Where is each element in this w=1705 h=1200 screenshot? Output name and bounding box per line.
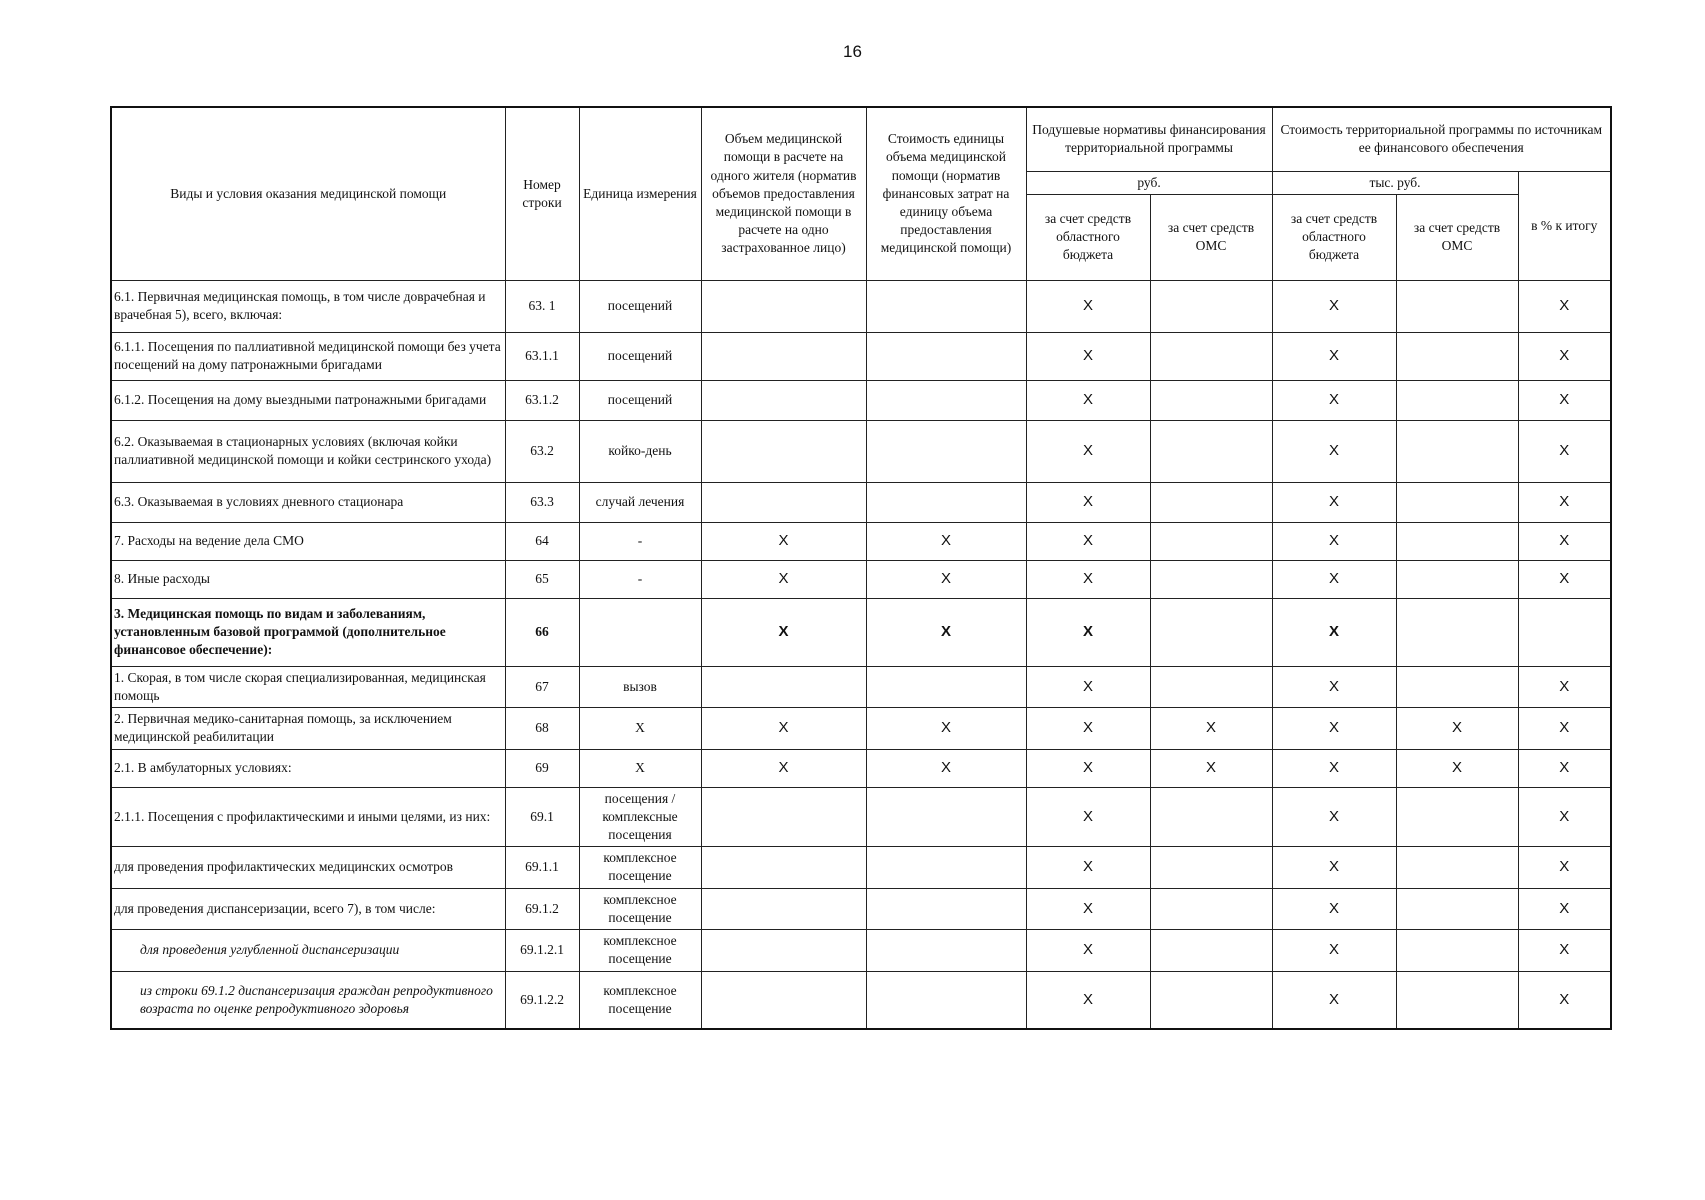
row-unit: - (579, 560, 701, 598)
cell-regional-thous: Х (1272, 332, 1396, 380)
table-row (111, 420, 1611, 482)
row-unit: комплексное посещение (579, 888, 701, 929)
cell-percent: Х (1518, 332, 1611, 380)
cell-volume (701, 280, 866, 332)
cell-unit-cost (866, 847, 1026, 888)
cell-oms-thous (1396, 280, 1518, 332)
cell-oms-rub (1150, 930, 1272, 971)
row-number: 63.1.1 (505, 332, 579, 380)
row-number: 69.1.1 (505, 847, 579, 888)
table-row (111, 787, 1611, 847)
cell-regional-rub: Х (1026, 847, 1150, 888)
table-row (111, 482, 1611, 522)
cell-unit-cost (866, 971, 1026, 1029)
cell-regional-rub: Х (1026, 749, 1150, 787)
cell-regional-rub: Х (1026, 888, 1150, 929)
row-number: 67 (505, 666, 579, 707)
row-unit: вызов (579, 666, 701, 707)
header-percent-of-total: в % к итогу (1518, 171, 1611, 280)
cell-unit-cost: Х (866, 749, 1026, 787)
cell-oms-thous (1396, 787, 1518, 847)
row-name: 6.1.2. Посещения на дому выездными патронажными бригадами (111, 380, 505, 420)
cell-oms-rub: Х (1150, 708, 1272, 749)
table-row (111, 888, 1611, 929)
row-unit: комплексное посещение (579, 847, 701, 888)
cell-regional-thous: Х (1272, 560, 1396, 598)
cell-percent: Х (1518, 666, 1611, 707)
cell-volume (701, 930, 866, 971)
cell-percent: Х (1518, 787, 1611, 847)
cell-percent: Х (1518, 420, 1611, 482)
cell-percent: Х (1518, 560, 1611, 598)
row-unit: Х (579, 749, 701, 787)
cell-oms-rub (1150, 522, 1272, 560)
cell-regional-thous: Х (1272, 482, 1396, 522)
cell-percent: Х (1518, 847, 1611, 888)
row-name: 8. Иные расходы (111, 560, 505, 598)
cell-unit-cost (866, 380, 1026, 420)
page-number: 16 (843, 42, 862, 61)
row-unit: комплексное посещение (579, 930, 701, 971)
budget-table (110, 106, 1612, 1030)
table-row (111, 380, 1611, 420)
cell-regional-thous: Х (1272, 749, 1396, 787)
cell-percent: Х (1518, 749, 1611, 787)
row-name: 2. Первичная медико-санитарная помощь, за исключением медицинской реабилитации (111, 708, 505, 749)
row-name: для проведения профилактических медицинских осмотров (111, 847, 505, 888)
cell-oms-thous: Х (1396, 749, 1518, 787)
cell-volume (701, 420, 866, 482)
cell-regional-thous: Х (1272, 787, 1396, 847)
cell-unit-cost (866, 787, 1026, 847)
header-unit: Единица измерения (579, 107, 701, 280)
cell-oms-thous (1396, 420, 1518, 482)
row-number: 63. 1 (505, 280, 579, 332)
table-row (111, 749, 1611, 787)
row-number: 64 (505, 522, 579, 560)
header-row-number: Номер строки (505, 107, 579, 280)
header-regional-budget-thous: за счет средств областного бюджета (1272, 194, 1396, 280)
cell-volume: Х (701, 598, 866, 666)
cell-regional-rub: Х (1026, 332, 1150, 380)
cell-volume (701, 666, 866, 707)
cell-oms-rub (1150, 380, 1272, 420)
cell-regional-thous: Х (1272, 847, 1396, 888)
cell-volume (701, 847, 866, 888)
table-row (111, 522, 1611, 560)
table-row (111, 332, 1611, 380)
row-name: 6.2. Оказываемая в стационарных условиях (включая койки паллиативной медицинской помощи и койки сестринского ухода) (111, 420, 505, 482)
row-name: из строки 69.1.2 диспансеризация граждан репродуктивного возраста по оценке репродуктивного здоровья (111, 971, 505, 1029)
row-name: 6.3. Оказываемая в условиях дневного стационара (111, 482, 505, 522)
row-unit: посещений (579, 332, 701, 380)
cell-volume: Х (701, 560, 866, 598)
cell-unit-cost: Х (866, 560, 1026, 598)
row-unit: посещений (579, 380, 701, 420)
row-number: 69.1.2.1 (505, 930, 579, 971)
row-number: 68 (505, 708, 579, 749)
row-name: 2.1.1. Посещения с профилактическими и иными целями, из них: (111, 787, 505, 847)
cell-oms-rub (1150, 560, 1272, 598)
cell-percent: Х (1518, 971, 1611, 1029)
table-row (111, 708, 1611, 749)
cell-unit-cost (866, 420, 1026, 482)
row-unit: посещения / комплексные посещения (579, 787, 701, 847)
header-unit-rub: руб. (1026, 171, 1272, 194)
cell-regional-thous: Х (1272, 888, 1396, 929)
cell-regional-rub: Х (1026, 930, 1150, 971)
cell-unit-cost (866, 930, 1026, 971)
cell-oms-thous (1396, 522, 1518, 560)
cell-regional-thous: Х (1272, 666, 1396, 707)
header-unit-cost: Стоимость единицы объема медицинской помощи (норматив финансовых затрат на единицу объема предоставления медицинской помощи) (866, 107, 1026, 280)
cell-oms-thous (1396, 380, 1518, 420)
cell-percent: Х (1518, 930, 1611, 971)
cell-unit-cost (866, 888, 1026, 929)
header-oms-rub: за счет средств ОМС (1150, 194, 1272, 280)
table-row (111, 971, 1611, 1029)
cell-unit-cost (866, 280, 1026, 332)
cell-oms-thous (1396, 666, 1518, 707)
cell-oms-rub (1150, 787, 1272, 847)
row-name: 6.1. Первичная медицинская помощь, в том числе доврачебная и врачебная 5), всего, включая: (111, 280, 505, 332)
cell-oms-rub (1150, 847, 1272, 888)
cell-oms-rub (1150, 280, 1272, 332)
row-number: 69.1.2 (505, 888, 579, 929)
cell-volume (701, 380, 866, 420)
header-kinds: Виды и условия оказания медицинской помощи (111, 107, 505, 280)
row-unit: случай лечения (579, 482, 701, 522)
cell-oms-rub (1150, 971, 1272, 1029)
cell-volume: Х (701, 749, 866, 787)
row-unit: - (579, 522, 701, 560)
row-number: 66 (505, 598, 579, 666)
table-row (111, 598, 1611, 666)
cell-regional-thous: Х (1272, 708, 1396, 749)
cell-oms-thous (1396, 332, 1518, 380)
cell-oms-rub: Х (1150, 749, 1272, 787)
header-regional-budget-rub: за счет средств областного бюджета (1026, 194, 1150, 280)
cell-oms-thous (1396, 560, 1518, 598)
table-body (111, 280, 1611, 1029)
cell-oms-thous (1396, 971, 1518, 1029)
cell-percent: Х (1518, 482, 1611, 522)
row-unit: койко-день (579, 420, 701, 482)
cell-oms-rub (1150, 482, 1272, 522)
row-number: 63.3 (505, 482, 579, 522)
row-name: 7. Расходы на ведение дела СМО (111, 522, 505, 560)
header-per-capita-norms: Подушевые нормативы финансирования территориальной программы (1026, 107, 1272, 171)
cell-regional-thous: Х (1272, 380, 1396, 420)
row-name: 3. Медицинская помощь по видам и заболеваниям, установленным базовой программой (дополнительное финансовое обеспечение): (111, 598, 505, 666)
row-name: для проведения диспансеризации, всего 7), в том числе: (111, 888, 505, 929)
cell-unit-cost (866, 482, 1026, 522)
cell-regional-rub: Х (1026, 560, 1150, 598)
row-name: 1. Скорая, в том числе скорая специализированная, медицинская помощь (111, 666, 505, 707)
cell-regional-rub: Х (1026, 666, 1150, 707)
cell-oms-thous: Х (1396, 708, 1518, 749)
cell-percent: Х (1518, 888, 1611, 929)
cell-volume (701, 971, 866, 1029)
row-number: 69 (505, 749, 579, 787)
row-number: 63.1.2 (505, 380, 579, 420)
cell-regional-rub: Х (1026, 971, 1150, 1029)
cell-regional-rub: Х (1026, 708, 1150, 749)
cell-regional-rub: Х (1026, 522, 1150, 560)
cell-oms-rub (1150, 888, 1272, 929)
row-name: для проведения углубленной диспансеризации (111, 930, 505, 971)
row-number: 69.1 (505, 787, 579, 847)
cell-unit-cost (866, 666, 1026, 707)
cell-unit-cost: Х (866, 522, 1026, 560)
cell-regional-rub: Х (1026, 420, 1150, 482)
cell-unit-cost (866, 332, 1026, 380)
row-number: 63.2 (505, 420, 579, 482)
table-row (111, 666, 1611, 707)
cell-regional-rub: Х (1026, 482, 1150, 522)
cell-volume (701, 888, 866, 929)
cell-volume (701, 482, 866, 522)
cell-regional-rub: Х (1026, 280, 1150, 332)
cell-regional-thous: Х (1272, 930, 1396, 971)
cell-percent: Х (1518, 708, 1611, 749)
cell-oms-rub (1150, 598, 1272, 666)
cell-regional-thous: Х (1272, 971, 1396, 1029)
header-unit-thous-rub: тыс. руб. (1272, 171, 1518, 194)
row-unit (579, 598, 701, 666)
row-unit: посещений (579, 280, 701, 332)
header-oms-thous: за счет средств ОМС (1396, 194, 1518, 280)
cell-regional-rub: Х (1026, 787, 1150, 847)
cell-oms-rub (1150, 332, 1272, 380)
row-name: 6.1.1. Посещения по паллиативной медицинской помощи без учета посещений на дому патронажными бригадами (111, 332, 505, 380)
cell-percent: Х (1518, 380, 1611, 420)
cell-oms-rub (1150, 420, 1272, 482)
header-volume: Объем медицинской помощи в расчете на одного жителя (норматив объемов предоставления медицинской помощи в расчете на одно застрахованное лицо) (701, 107, 866, 280)
cell-volume: Х (701, 708, 866, 749)
row-name: 2.1. В амбулаторных условиях: (111, 749, 505, 787)
cell-percent: Х (1518, 522, 1611, 560)
row-unit: Х (579, 708, 701, 749)
cell-oms-thous (1396, 598, 1518, 666)
cell-percent (1518, 598, 1611, 666)
cell-oms-thous (1396, 847, 1518, 888)
cell-regional-thous: Х (1272, 280, 1396, 332)
cell-percent: Х (1518, 280, 1611, 332)
cell-regional-rub: Х (1026, 598, 1150, 666)
row-number: 65 (505, 560, 579, 598)
cell-regional-thous: Х (1272, 522, 1396, 560)
table-row (111, 930, 1611, 971)
table-row (111, 280, 1611, 332)
row-number: 69.1.2.2 (505, 971, 579, 1029)
cell-unit-cost: Х (866, 708, 1026, 749)
cell-volume: Х (701, 522, 866, 560)
cell-regional-rub: Х (1026, 380, 1150, 420)
table-row (111, 847, 1611, 888)
table-header (111, 107, 1611, 280)
header-program-cost: Стоимость территориальной программы по источникам ее финансового обеспечения (1272, 107, 1611, 171)
cell-regional-thous: Х (1272, 420, 1396, 482)
cell-oms-thous (1396, 930, 1518, 971)
cell-oms-thous (1396, 888, 1518, 929)
table-row (111, 560, 1611, 598)
row-unit: комплексное посещение (579, 971, 701, 1029)
cell-volume (701, 332, 866, 380)
cell-regional-thous: Х (1272, 598, 1396, 666)
cell-unit-cost: Х (866, 598, 1026, 666)
cell-oms-thous (1396, 482, 1518, 522)
cell-volume (701, 787, 866, 847)
cell-oms-rub (1150, 666, 1272, 707)
